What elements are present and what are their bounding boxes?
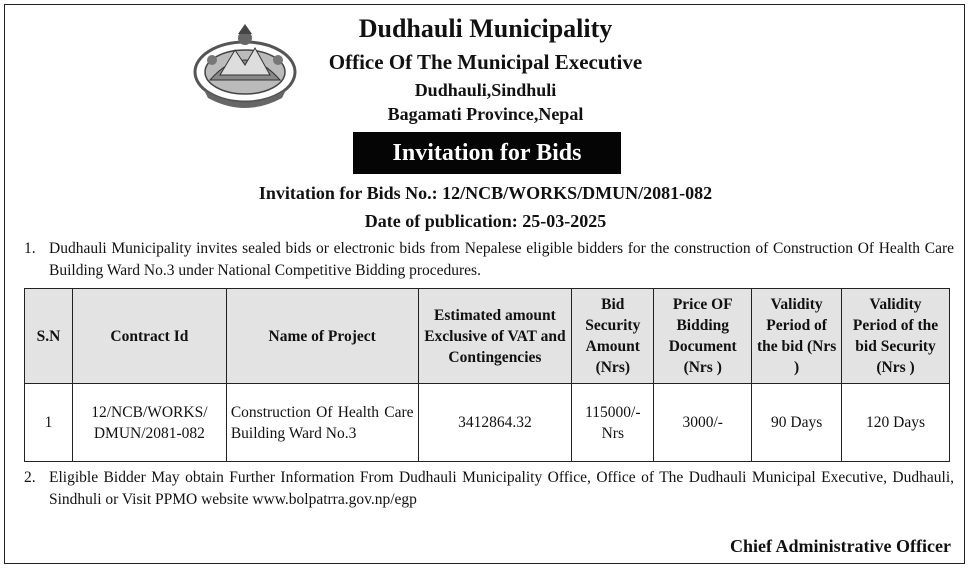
header-bid-security: Bid Security Amount (Nrs): [572, 289, 654, 384]
paragraph-1: [24, 238, 954, 282]
table-row: [25, 384, 950, 462]
publication-date: Date of publication: 25-03-2025: [364, 211, 607, 231]
header-project-name: Name of Project: [226, 289, 418, 384]
province: Bagamati Province,Nepal: [387, 104, 584, 124]
cell-sn: 1: [25, 384, 73, 462]
header-contract-id: Contract Id: [72, 289, 226, 384]
header-estimated-amount: Estimated amount Exclusive of VAT and Contingencies: [418, 289, 572, 384]
cell-project-name: Construction Of Health Care Building Ward No.3: [226, 384, 418, 462]
office-name: Office Of The Municipal Executive: [328, 50, 643, 74]
location: Dudhauli,Sindhuli: [414, 80, 557, 100]
invitation-banner: Invitation for Bids: [353, 132, 621, 174]
cell-bid-validity: 90 Days: [752, 384, 842, 462]
municipality-name: Dudhauli Municipality: [358, 14, 613, 43]
header-security-validity: Validity Period of the bid Security (Nrs ): [842, 289, 950, 384]
header-sn: S.N: [25, 289, 73, 384]
cell-document-price: 3000/-: [654, 384, 752, 462]
paragraph-1-number: 1.: [24, 240, 36, 257]
cell-contract-id: 12/NCB/WORKS/ DMUN/2081-082: [72, 384, 226, 462]
paragraph-1-text: Dudhauli Municipality invites sealed bids or electronic bids from Nepalese eligible bidders for the construction of Construction Of Health Care Building Ward No.3 under National Competitive Bidding procedures.: [49, 240, 954, 279]
cell-security-validity: 120 Days: [842, 384, 950, 462]
cell-bid-security: 115000/- Nrs: [572, 384, 654, 462]
cell-estimated-amount: 3412864.32: [418, 384, 572, 462]
paragraph-2-number: 2.: [24, 469, 36, 486]
header-bid-validity: Validity Period of the bid (Nrs ): [752, 289, 842, 384]
paragraph-2: [24, 467, 954, 511]
paragraph-2-text: Eligible Bidder May obtain Further Information From Dudhauli Municipality Office, Office of The Dudhauli Municipal Executive, Dudhauli, Sindhuli or Visit PPMO website www.bolpatrra.gov.np/egp: [49, 469, 954, 508]
table-header-row: [25, 289, 950, 384]
bids-table: [24, 288, 950, 462]
bid-number: Invitation for Bids No.: 12/NCB/WORKS/DMUN/2081-082: [258, 183, 713, 203]
header-document-price: Price OF Bidding Document (Nrs ): [654, 289, 752, 384]
signature-title: Chief Administrative Officer: [730, 536, 951, 556]
